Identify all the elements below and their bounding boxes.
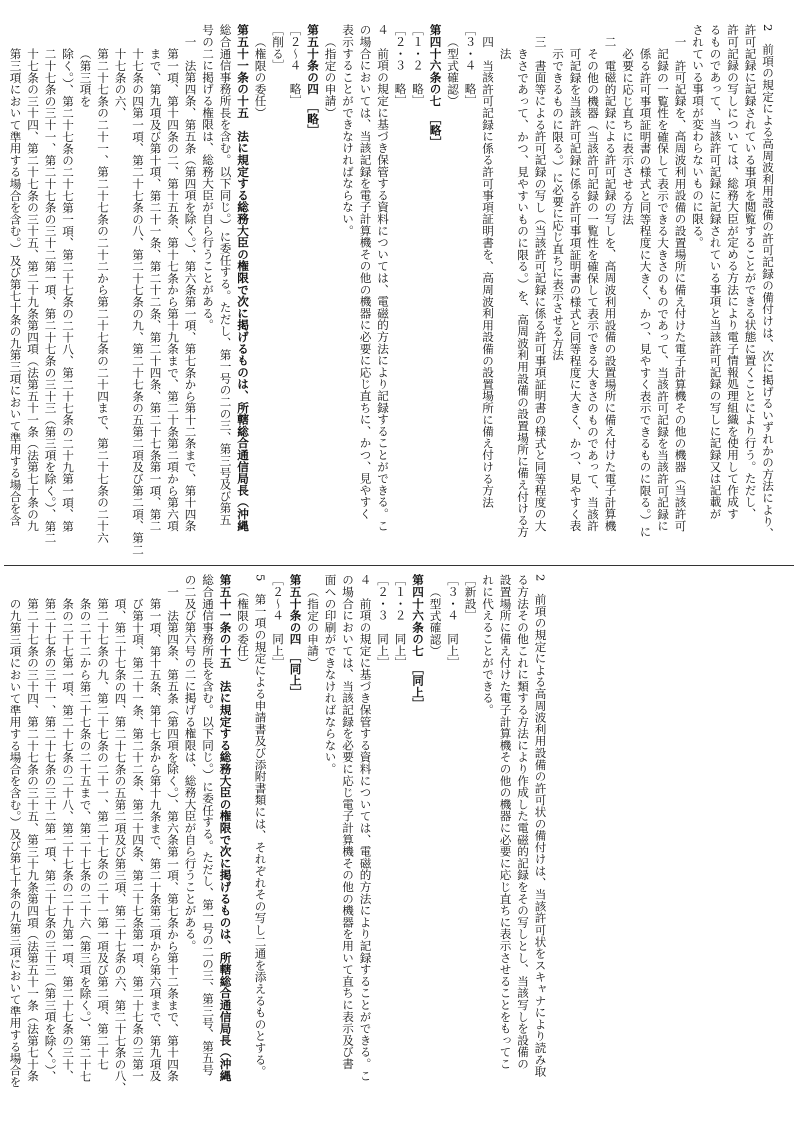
lower-text-line: ［２・３ 同上］	[376, 574, 390, 669]
lower-text-line: び第十項、第二十一条、第二十二条、第二十四条、第二十七条第一項、第二十七条の三第一	[131, 598, 145, 1082]
upper-text-line: きさであって、かつ、見やすいものに限る。）を、高周波利用設備の設置場所に備え付ける方	[516, 48, 530, 538]
lower-text-line: 第二十七条の三十四、第二十七条の三十五、第三十九条第四項（法第五十一条（法第七十条	[26, 598, 40, 1082]
upper-text-line: 係る許可事項証明書の様式と同等程度に大きく、かつ、見やすく表示できるものに限る。）に	[638, 48, 653, 538]
lower-text-line: ４ 前項の規定に基づき保管する資料については、電磁的方法により記録することができる。こ	[358, 574, 373, 1082]
lower-text-line: の場合においては、当該記録を必要に応じ電子計算機その他の機器を用いて直ちに表示及び書	[341, 574, 355, 1070]
upper-text-line: （型式確認）	[446, 36, 460, 107]
lower-text-line: 第二十七条の九、第二十七条の二十一、第二十七条の二十一第一項及び第二項、第二十七	[96, 598, 110, 1070]
upper-text-line: 表示することができなければならない。	[341, 24, 355, 237]
upper-text-line: 示できるものに限る。）に必要に応じ直ちに表示させる方法	[551, 48, 565, 361]
upper-text-line: 第四十六条の七 ［略］	[428, 24, 443, 148]
lower-text-line: 条の二十七第一項、第二十七条の二十八、第二十七条の二十九第一項、第二十七条の三十、	[61, 598, 75, 1082]
upper-text-line: （指定の申請）	[323, 36, 338, 119]
lower-text-line: （権限の委任）	[236, 586, 250, 669]
lower-text-line: の二及び第六号の二に掲げる権限は、総務大臣が自ら行うことがある。	[183, 574, 198, 952]
upper-text-line: 第五十条の四 ［略］	[306, 24, 320, 137]
upper-text-line: 除く。）、第二十七条の二十七第一項、第二十七条の二十八、第二十七条の二十九第一項、第	[61, 48, 75, 532]
upper-text-line: 2 前項の規定による高周波利用設備の許可記録の備付けは、次に掲げるいずれかの方法により、	[761, 24, 775, 539]
lower-text-line: 第五十条の四 ［同上］	[288, 574, 303, 698]
upper-text-line: ［３・４ 略］	[463, 24, 478, 107]
lower-text-line: 第二十七条の三十一、第二十七条の三十二第一項、第二十七条の三十三（第三項を除く。）、	[43, 598, 58, 1082]
upper-text-line: 二 電磁的記録による許可記録の写しを、高周波利用設備の設置場所に備え付けた電子計算機	[603, 36, 618, 532]
lower-text-line: （指定の申請）	[306, 586, 320, 669]
upper-text-line: 二十七条の三十一、第二十七条の三十二第一項、第二十七条の三十三（第三項を除く。）、第二	[43, 48, 58, 544]
upper-text-line: 第五十一条の十五 法に規定する総務大臣の権限で次に掲げるものは、所轄総合通信局長（沖縄	[236, 24, 250, 532]
upper-text-line: 法	[498, 48, 513, 60]
upper-text-line: 一 法第四条、第五条（第四項を除く。）、第六条第一項、第七条から第十二条まで、第十四条	[183, 36, 198, 532]
lower-text-line: ［１・２ 同上］	[393, 574, 408, 669]
lower-text-line: ［２～４ 同上］	[271, 574, 285, 669]
upper-text-line: ［２・３ 略］	[393, 24, 408, 107]
upper-text-line: 三 書面等による許可記録の写し（当該許可記録に係る許可事項証明書の様式と同等程度の大	[533, 36, 548, 532]
upper-text-line: るものであって、当該許可記録に記録されている事項と当該許可記録の写しに記録又は記載が	[708, 24, 723, 520]
lower-text-line: の九第三項において準用する場合を含む。）及び第七十条の九第三項において準用する場合を	[8, 598, 23, 1088]
upper-text-line: （権限の委任）	[253, 36, 268, 119]
lower-text-line: ［新設］	[463, 574, 478, 622]
upper-text-line: 一 許可記録を、高周波利用設備の設置場所に備え付けた電子計算機その他の機器（当該許可	[673, 36, 688, 532]
lower-text-line: 条の二十二から第二十七条の二十五まで、第二十七条の二十六（第三項を除く。）、第二十七	[78, 598, 93, 1082]
lower-text-line: 5 第一項の規定による申請書及び添附書類には、それぞれその写し二通を添えるものとする。	[253, 574, 268, 1078]
panel-divider	[4, 565, 794, 566]
lower-text-line: 第四十六条の七 ［同上］	[411, 574, 425, 710]
upper-text-line: 十七条の四第一項、第二十七条の八、第二十七条の九、第二十七条の五第二項及び第二項、第二十七条の六、	[113, 48, 145, 556]
upper-text-line: 四 当該許可記録に係る許可事項証明書を、高周波利用設備の設置場所に備え付ける方法	[481, 36, 495, 508]
upper-text-line: 必要に応じ直ちに表示させる方法	[621, 48, 635, 225]
upper-text-line: 十七条の三十四、第二十七条の三十五、第二十九条第四項（法第五十一条（法第七十条の九	[26, 48, 40, 532]
lower-text-line: 第一項、第十五条、第十七条から第十九条まで、第二十条第二項から第六項まで、第九項及	[148, 598, 163, 1082]
upper-text-line: ［削る］	[271, 24, 285, 72]
upper-text-line: 許可記録に記録されている事項を閲覧することができる状態に置くことにより行う。ただし、	[743, 24, 758, 520]
lower-text-line: ［３・４ 同上］	[446, 574, 460, 669]
lower-text-line: 設置場所に備え付けた電子計算機その他の機器に必要に応じ直ちに表示させることをもってこ	[498, 574, 513, 1070]
upper-text-line: その他の機器（当該許可記録の一覧性を確保して表示できる大きさのものであって、当該許	[586, 48, 600, 532]
upper-text-line: の場合においては、当該記録を電子計算機その他の機器に必要に応じ直ちに、かつ、見やすく	[358, 24, 373, 520]
upper-text-line: ［２～４ 略］	[288, 24, 303, 107]
lower-text-line: 総合通信事務所長を含む。以下同じ。）に委任する。ただし、第一号の二の三、第三号、第五号	[201, 574, 215, 1076]
lower-text-line: る方法その他これに類する方法により作成した電磁的記録をその写しとし、当該写しを設備の	[516, 574, 530, 1070]
upper-text-line: 総合通信事務所長を含む。以下同じ。）に委任する。ただし、第一号の二の三、第三号及び第五	[218, 24, 233, 526]
lower-text-line: 項、第二十七条の四、第二十七条の五第二項及び第三項、第二十七条の六、第二十七条の八、	[113, 598, 128, 1094]
upper-text-line: 可記録を当該許可記録に係る許可事項証明書の様式と同等程度に大きく、かつ、見やすく表	[568, 48, 583, 532]
upper-panel-revised-text	[6, 24, 792, 558]
upper-text-line: 第二十七条の二十一、第二十七条の二十二から第二十七条の二十四まで、第二十七条の二十六（第三項を	[78, 48, 110, 544]
upper-text-line: 第一項、第十四条の二、第十五条、第十七条から第十九条まで、第二十条第二項から第六項	[166, 48, 180, 532]
lower-panel-current-text	[6, 574, 792, 1106]
upper-text-line: 号の二に掲げる権限は、総務大臣が自ら行うことがある。	[201, 24, 215, 331]
upper-vertical-text	[6, 24, 780, 558]
upper-text-line: 許可記録の写しについては、総務大臣が定める方法により電子情報処理組織を使用して作成す	[726, 24, 740, 520]
lower-text-line: れに代えることができる。	[481, 574, 495, 716]
upper-text-line: 第三項において準用する場合を含む。）及び第七十条の九第三項において準用する場合を含	[8, 48, 23, 526]
upper-text-line: ４ 前項の規定に基づき保管する資料については、電磁的方法により記録することができる。こ	[376, 24, 390, 532]
upper-text-line: ［１・２ 略］	[411, 24, 425, 107]
lower-vertical-text	[6, 574, 553, 1106]
lower-text-line: 2 前項の規定による高周波利用設備の許可状の備付けは、当該許可状をスキャナにより読み取	[533, 574, 548, 1078]
lower-text-line: （型式確認）	[428, 586, 443, 657]
upper-text-line: まで、第九項及び第十項、第二十一条、第二十二条、第二十四条、第二十七条第一項、第二	[148, 48, 163, 532]
lower-text-line: 第五十一条の十五 法に規定する総務大臣の権限で次に掲げるものは、所轄総合通信局長（沖縄	[218, 574, 233, 1082]
upper-text-line: されている事項が変わらないものに限る。	[691, 24, 705, 249]
lower-text-line: 一 法第四条、第五条（第四項を除く。）、第六条第一項、第七条から第十二条まで、第十四条	[166, 586, 180, 1082]
upper-text-line: 記録の一覧性を確保して表示できる大きさのものであって、当該許可記録を当該許可記録に	[656, 48, 670, 532]
lower-text-line: 面への印刷ができなければならない。	[323, 574, 338, 775]
